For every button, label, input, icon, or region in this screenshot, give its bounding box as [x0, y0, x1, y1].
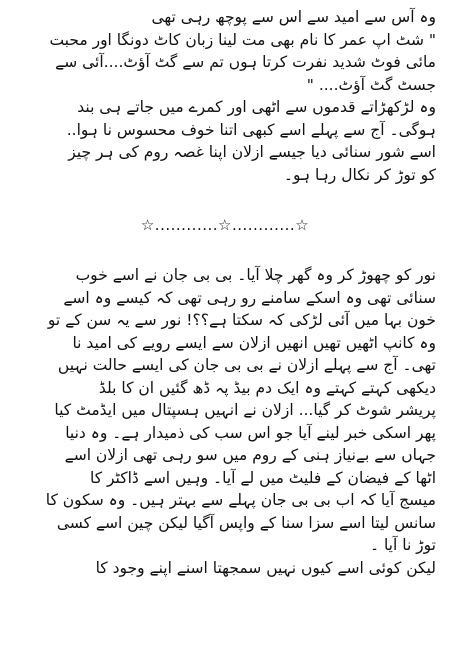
text-line: جسٹ گٹ آؤٹ.... "	[306, 75, 436, 94]
paragraph-1	[14, 6, 436, 186]
text-line: " شٹ اپ عمر کا نام بھی مت لینا زبان کاٹ دونگا اور محبت	[49, 30, 436, 49]
text-line: وہ لڑکھڑاتے قدموں سے اٹھی اور کمرے میں جاتے ہی بند	[77, 98, 436, 116]
text-line: وہ کانپ اٹھیں تھیں انھیں ازلان سے ایسے رویے کی امید نا	[72, 333, 436, 352]
text-line: اٹھا کے فیضان کے فلیٹ میں لے آیا۔ وہیں اسے ڈاکٹر کا	[89, 468, 436, 487]
text-line: خون بہا میں آئی لڑکی کہ سکتا ہے؟؟! نور سے یہ سن کے تو	[47, 311, 436, 329]
text-line: ہوگی۔ آج سے پہلے اسے کبھی اتنا خوف محسوس نا ہوا..	[66, 120, 436, 139]
text-line: سنائی تھی وہ اسکے سامنے رو رہی تھی کہ کیسے وہ اسے	[63, 288, 436, 307]
text-line: تھی۔ آج سے پہلے ازلان نے بی بی جان کی ایسے حالت نہیں	[57, 356, 436, 374]
text-line: لیکن کوئی اسے کیوں نہیں سمجھتا اسنے اپنے وجود کا	[95, 558, 436, 577]
text-line: وہ آس سے امید سے اس سے پوچھ رہی تھی	[151, 8, 436, 26]
text-line: کو توڑ کر نکال رہا ہو۔	[283, 165, 436, 184]
text-line: اسے شور سنائی دیا جیسے ازلان اپنا غصہ روم کی ہر چیز	[68, 143, 436, 161]
text-line: پھر اسکی خبر لینے آیا جو اس سب کی ذمیدار ہے۔ وہ دنیا	[65, 423, 436, 442]
text-line: پریشر شوٹ کر گیا... ازلان نے انہیں ہسپتال میں ایڈمٹ کیا	[54, 401, 436, 419]
text-line: دیکھی کہتے کہتے وہ ایک دم بیڈ پہ ڈھ گئیں ان کا بلڈ	[98, 378, 436, 397]
text-line: سانس لیتا اسے سزا سنا کے واپس آگیا لیکن چین اسے کسی	[56, 513, 436, 532]
section-separator: ☆............☆............☆	[140, 216, 310, 234]
text-line: نور کو چھوڑ کر وہ گھر چلا آیا۔ بی بی جان نے اسے خوب	[75, 266, 436, 284]
text-line: میسج آیا کہ اب بی بی جان پہلے سے بہتر ہیں۔ وہ سکون کا	[45, 491, 436, 509]
text-line: جہاں سے بےنیاز ہنی کے روم میں سو رہی تھی ازلان اسے	[64, 446, 436, 464]
paragraph-2	[14, 264, 436, 579]
text-line: توڑ نا آیا ۔	[369, 536, 436, 554]
text-line: مائی فوٹ شدید نفرت کرتا ہوں تم سے گٹ آؤٹ....آئی سے	[55, 53, 436, 71]
